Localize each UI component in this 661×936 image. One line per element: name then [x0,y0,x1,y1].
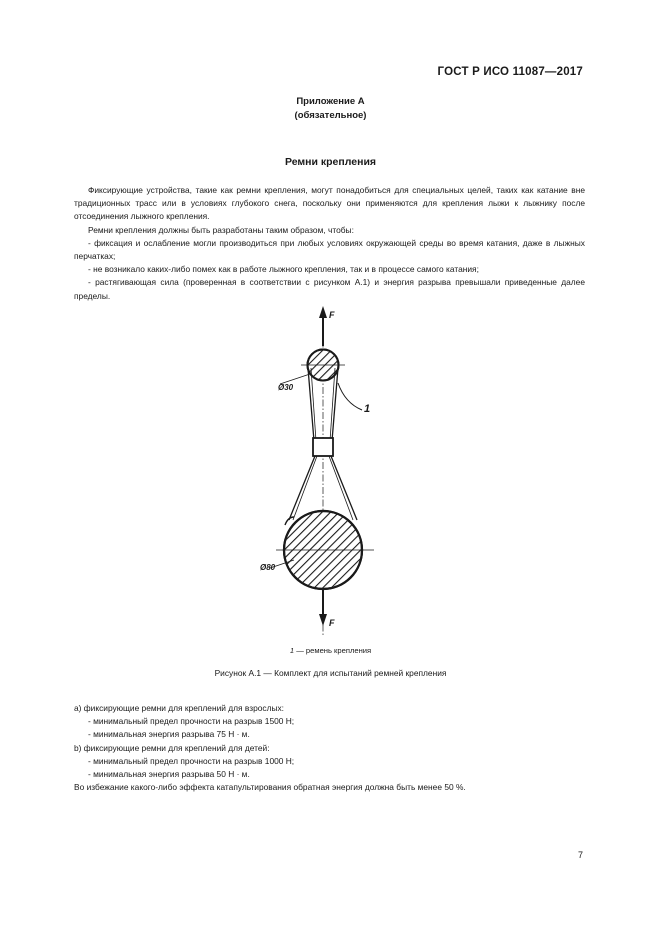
figure-caption: Рисунок А.1 — Комплект для испытаний ремней крепления [214,668,447,678]
list-item: - фиксация и ослабление могли производиться при любых условиях окружающей среды во время катания, даже в лыжных перчатках; [74,237,585,262]
document-code: ГОСТ Р ИСО 11087—2017 [437,66,583,78]
force-label-bottom: F [329,618,335,628]
dia-small-label: Ø30 [278,383,294,392]
paragraph: Фиксирующие устройства, такие как ремни крепления, могут понадобиться для специальных целей, таких как катание вне традиционных трасс или в условиях глубокого снега, поскольку они применяются для крепления лыжи к лыжнику после отсоединения лыжного крепления. [74,185,585,222]
annex-status: (обязательное) [294,110,367,121]
legend-number: 1 [289,646,295,655]
list-item: a) фиксирующие ремни для креплений для взрослых: [74,703,285,713]
legend-text: — ремень крепления [294,646,372,655]
callout-leader [338,383,362,410]
large-mandrel [276,507,374,593]
list-item: - минимальный предел прочности на разрыв 1500 Н; [88,716,295,727]
paragraph: Во избежание какого-либо эффекта катапультирования обратная энергия должна быть менее 50 %. [74,782,466,793]
figure-legend [0,646,661,655]
list-item: - растягивающая сила (проверенная в соответствии с рисунком А.1) и энергия разрыва превышали приведенные далее пределы. [74,277,585,301]
list-item: - не возникало каких-либо помех как в работе лыжного крепления, так и в процессе самого катания; [88,264,479,275]
paragraph: Ремни крепления должны быть разработаны таким образом, чтобы: [88,224,354,235]
top-force-arrow [319,306,327,346]
section-title: Ремни крепления [284,156,377,168]
annex-title: Приложение А [296,96,365,107]
list-item: - минимальная энергия разрыва 75 Н · м. [88,729,250,740]
requirements-list [74,702,585,794]
bottom-force-arrow [319,590,327,626]
force-label-top: F [329,310,335,320]
callout-number: 1 [364,403,371,415]
dia-large-label: Ø80 [260,563,276,572]
buckle [313,438,333,456]
list-item: b) фиксирующие ремни для креплений для детей: [74,742,270,753]
page-number: 7 [577,850,583,860]
list-item: - минимальная энергия разрыва 50 Н · м. [88,769,250,780]
strap-test-figure [230,298,430,638]
intro-text [74,184,585,303]
list-item: - минимальный предел прочности на разрыв 1000 Н; [88,755,295,766]
small-mandrel [300,342,346,388]
